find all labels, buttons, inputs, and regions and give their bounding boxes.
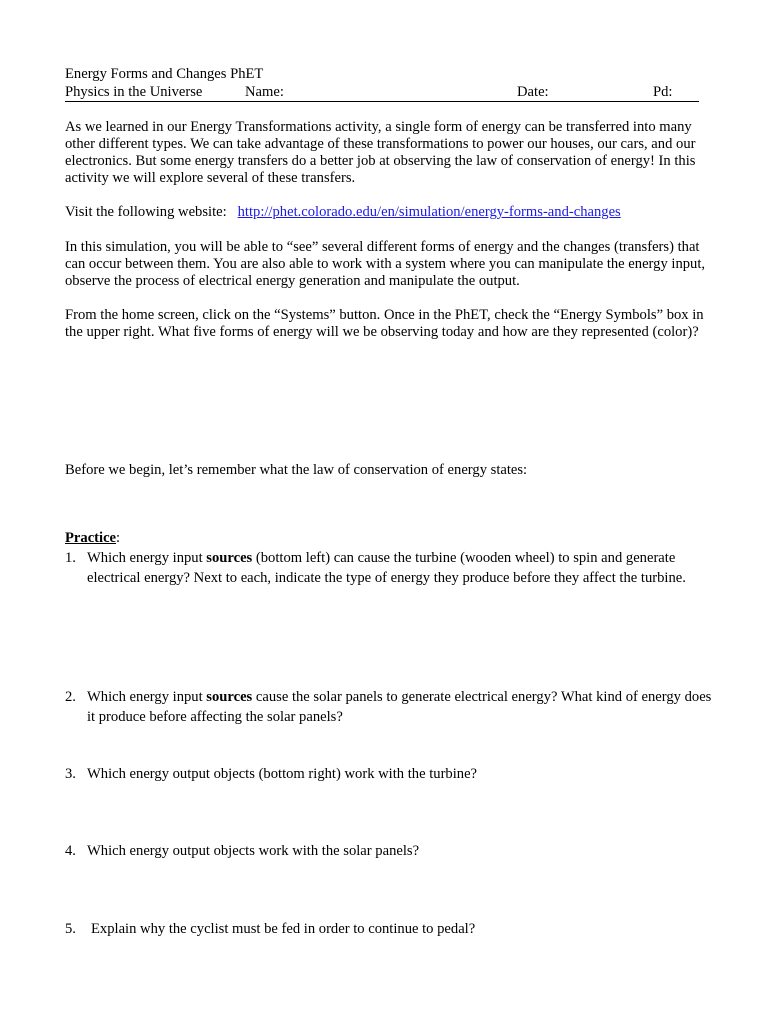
question-bold-term: sources: [206, 689, 253, 705]
practice-label: Practice: [65, 530, 117, 546]
simulation-paragraph: In this simulation, you will be able to “see” several different forms of energy and the changes (transfers) that can occur between them. You are also able to work with a system where you can manipulate the energy input, observe the process of electrical energy generation and manipulate the output.: [65, 239, 706, 289]
name-label: Name:: [245, 84, 284, 100]
question-text-end: cause the solar panels to generate electrical energy? What kind of energy does it produce before affecting the solar panels?: [87, 689, 712, 725]
visit-label: Visit the following website:: [65, 204, 227, 220]
course-name: Physics in the Universe: [65, 84, 203, 100]
home-screen-paragraph: From the home screen, click on the “Systems” button. Once in the PhET, check the “Energy Symbols” box in the upper right. What five forms of energy will we be observing today and how are they represented (color)?: [65, 307, 704, 340]
worksheet-title: Energy Forms and Changes PhET: [65, 66, 264, 82]
question-text-start: Which energy input: [87, 550, 207, 566]
question-text: Explain why the cyclist must be fed in order to continue to pedal?: [91, 921, 476, 937]
phet-link[interactable]: http://phet.colorado.edu/en/simulation/energy-forms-and-changes: [237, 204, 621, 220]
question-text: Which energy output objects work with the solar panels?: [87, 843, 420, 859]
question-5: [65, 921, 715, 938]
question-text: Which energy output objects (bottom right) work with the turbine?: [87, 766, 478, 782]
question-number: 1.: [65, 550, 76, 566]
question-bold-term: sources: [206, 550, 253, 566]
question-text-end: (bottom left) can cause the turbine (wooden wheel) to spin and generate electrical energy? Next to each, indicate the type of energy they produce before they affect the turbine.: [87, 550, 686, 586]
question-3: [65, 766, 715, 783]
question-text-start: Which energy input: [87, 689, 207, 705]
visit-paragraph: [65, 204, 715, 221]
period-label: Pd:: [653, 84, 673, 100]
conservation-law-prompt: Before we begin, let’s remember what the law of conservation of energy states:: [65, 462, 528, 478]
question-number: 5.: [65, 921, 76, 937]
header-line: [65, 84, 699, 102]
question-text: [65, 687, 715, 727]
date-label: Date:: [517, 84, 549, 100]
question-text: [65, 548, 715, 588]
practice-heading: [65, 530, 715, 547]
question-number: 4.: [65, 843, 76, 859]
question-4: [65, 843, 715, 860]
practice-colon: :: [116, 530, 121, 546]
question-number: 3.: [65, 766, 76, 782]
question-2: [65, 687, 715, 727]
question-number: 2.: [65, 689, 76, 705]
question-1: [65, 548, 715, 588]
intro-paragraph: As we learned in our Energy Transformations activity, a single form of energy can be transferred into many other different types. We can take advantage of these transformations to power our houses, our cars, and our electronics. But some energy transfers do a better job at observing the law of conservation of energy! In this activity we will explore several of these transfers.: [65, 119, 696, 186]
